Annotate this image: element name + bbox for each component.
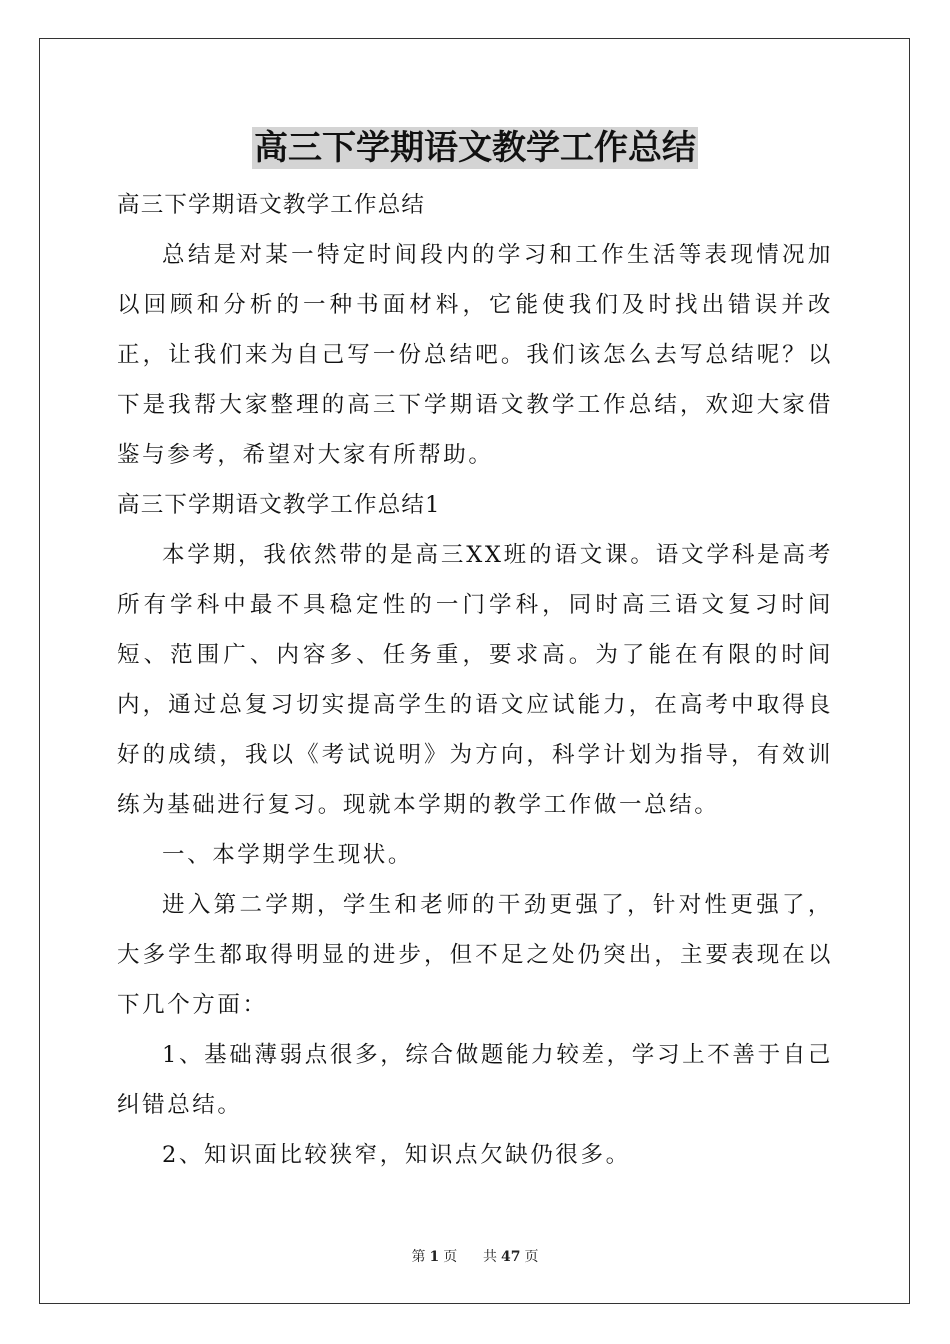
document-subtitle: 高三下学期语文教学工作总结 (117, 192, 426, 218)
page-number: 第 1 页 (411, 1249, 458, 1265)
students-status-paragraph: 进入第二学期，学生和老师的干劲更强了，针对性更强了，大多学生都取得明显的进步，但不足之处仍突出，主要表现在以下几个方面： (117, 892, 833, 1018)
page-total: 共 47 页 (483, 1249, 539, 1265)
title-container (0, 127, 950, 169)
section-heading-1: 高三下学期语文教学工作总结1 (117, 492, 441, 518)
page-footer (0, 1246, 950, 1266)
document-body (117, 180, 833, 1180)
point-heading-1: 一、本学期学生现状。 (162, 842, 414, 868)
document-title: 高三下学期语文教学工作总结 (254, 128, 696, 168)
intro-paragraph: 总结是对某一特定时间段内的学习和工作生活等表现情况加以回顾和分析的一种书面材料，它能使我们及时找出错误并改正，让我们来为自己写一份总结吧。我们该怎么去写总结呢？以下是我帮大家整理的高三下学期语文教学工作总结，欢迎大家借鉴与参考，希望对大家有所帮助。 (117, 242, 833, 468)
list-item-1: 1、基础薄弱点很多，综合做题能力较差，学习上不善于自己纠错总结。 (117, 1042, 833, 1118)
list-item-2: 2、知识面比较狭窄，知识点欠缺仍很多。 (162, 1142, 631, 1168)
section1-paragraph: 本学期，我依然带的是高三XX班的语文课。语文学科是高考所有学科中最不具稳定性的一门学科，同时高三语文复习时间短、范围广、内容多、任务重，要求高。为了能在有限的时间内，通过总复习切实提高学生的语文应试能力，在高考中取得良好的成绩，我以《考试说明》为方向，科学计划为指导，有效训练为基础进行复习。现就本学期的教学工作做一总结。 (117, 542, 833, 818)
